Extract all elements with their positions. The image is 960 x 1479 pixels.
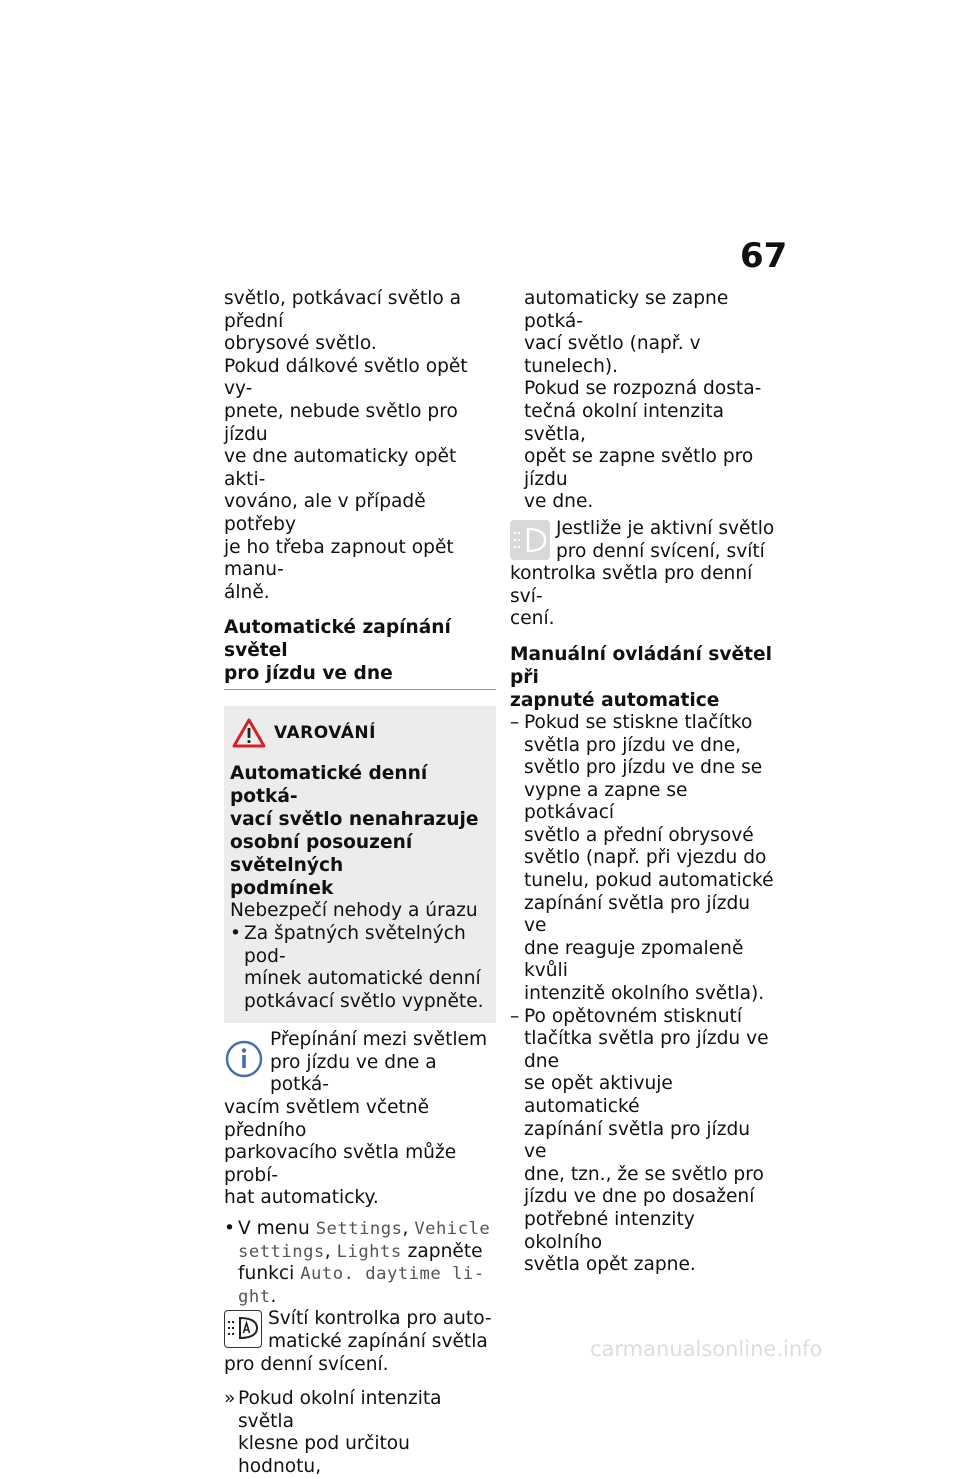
- warning-title: VAROVÁNÍ: [274, 723, 376, 744]
- right-column: [510, 288, 778, 1277]
- menu-settings: Settings: [315, 1219, 403, 1240]
- section-heading-manual: Manuální ovládání světel při zapnuté automatice: [510, 643, 772, 711]
- daytime-running-light-indicator-icon: [510, 520, 550, 560]
- auto-indicator-note: Svítí kontrolka pro auto- matické zapínání světla pro denní svícení.: [224, 1308, 492, 1375]
- menu-lights: Lights: [336, 1241, 402, 1262]
- high-beam-paragraph: Pokud dálkové světlo opět vy- pnete, nebude světlo pro jízdu ve dne automaticky opět akti- vováno, ale v případě potřeby je ho třeba zapnout opět manu- álně.: [224, 355, 468, 603]
- warning-bullet: • Za špatných světelných pod- mínek automatické denní potkávací světlo vypněte.: [230, 922, 484, 1012]
- warning-danger: Nebezpečí nehody a úrazu: [230, 900, 478, 922]
- list-item: – Po opětovném stisknutí tlačítka světla pro jízdu ve dne se opět aktivuje automatické zapínání světla pro jízdu ve dne, tzn., že se světlo pro jízdu ve dne po dosažení potřebné intenzity okolního světla opět zapne.: [510, 1005, 769, 1276]
- warning-headline: Automatické denní potká- vací světlo nenahrazuje osobní posouzení světelných podmínek: [230, 763, 479, 900]
- menu-vehicle: Vehicle: [414, 1219, 491, 1240]
- menu-step: • V menu Settings, Vehicle settings, Lights zapněte funkci Auto. daytime li- ght.: [224, 1218, 491, 1307]
- menu-auto-daytime-end: ght: [238, 1286, 271, 1307]
- result-continuation: automaticky se zapne potká- vací světlo (např. v tunelech). Pokud se rozpozná dosta- tečná okolní intenzita světla, opět se zapne světlo pro jízdu ve dne.: [524, 288, 762, 513]
- warning-triangle-icon: [232, 718, 266, 748]
- info-icon: [224, 1039, 264, 1079]
- menu-auto-daytime: Auto. daytime li-: [300, 1264, 485, 1285]
- menu-vehicle-settings: settings: [238, 1241, 325, 1262]
- page-number: 67: [740, 236, 788, 276]
- warning-header: [230, 718, 488, 748]
- result-step: » Pokud okolní intenzita světla klesne pod určitou hodnotu,: [224, 1388, 442, 1477]
- heading-rule: [224, 689, 496, 690]
- list-item: – Pokud se stiskne tlačítko světla pro jízdu ve dne, světlo pro jízdu ve dne se vypne a zapne se potkávací světlo a přední obrysové světlo (např. při vjezdu do tunelu, pokud automatické zapínání světla pro jízdu ve dne reaguje zpomaleně kvůli intenzitě okolního světla).: [510, 711, 774, 1005]
- section-heading-auto-drl: Automatické zapínání světel pro jízdu ve dne: [224, 617, 451, 685]
- auto-daytime-light-indicator-icon: [224, 1310, 262, 1348]
- warning-box: [224, 706, 496, 1023]
- intro-paragraph: světlo, potkávací světlo a přední obrysové světlo.: [224, 288, 462, 355]
- footer-watermark: carmanualsonline.info: [590, 1337, 823, 1361]
- info-note: Přepínání mezi světlem pro jízdu ve dne a potká- vacím světlem včetně předního parkovacího světla může probí- hat automaticky.: [224, 1029, 488, 1209]
- left-column: [224, 288, 496, 1479]
- drl-indicator-note: Jestliže je aktivní světlo pro denní svícení, svítí kontrolka světla pro denní sví- cení.: [510, 517, 775, 630]
